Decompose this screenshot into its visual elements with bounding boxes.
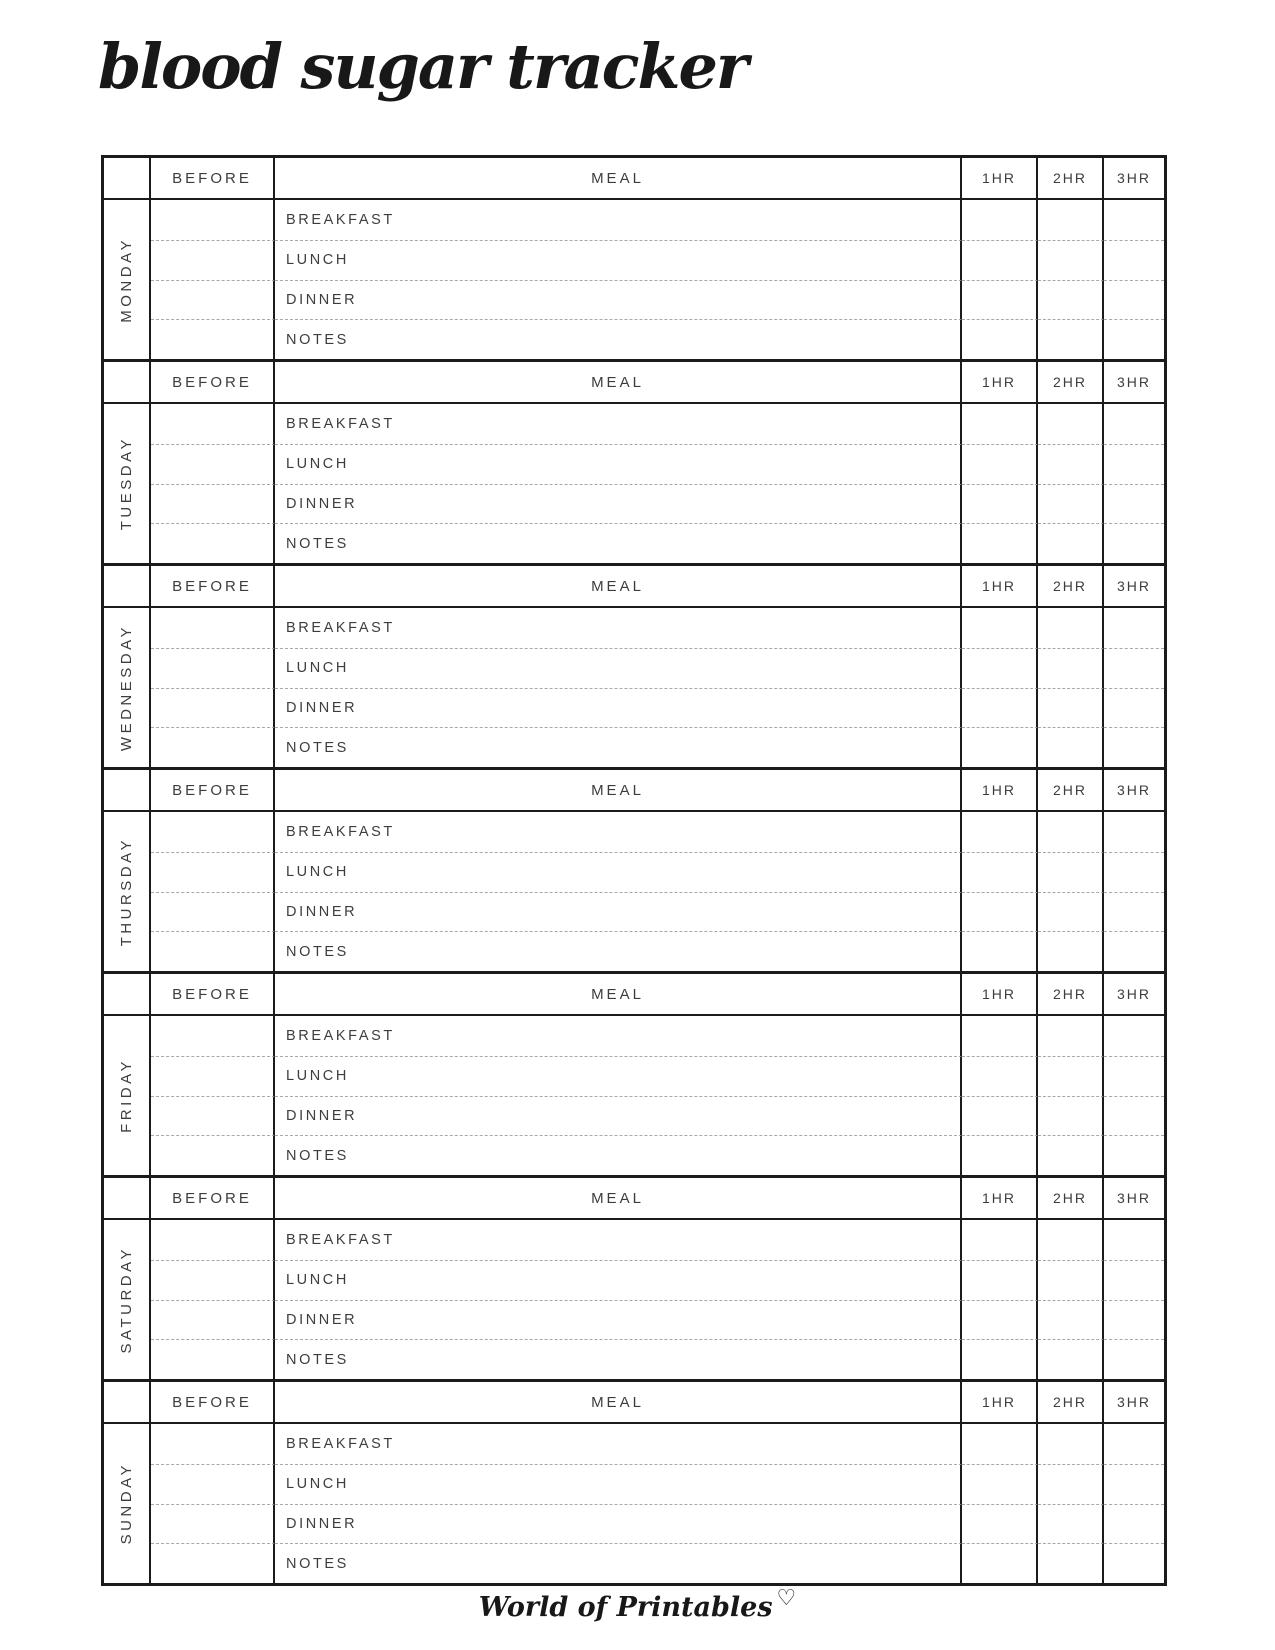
before-lunch-cell	[151, 852, 275, 892]
day-section	[104, 770, 1164, 974]
meal-row-label: NOTES	[275, 727, 962, 767]
hr3-lunch-cell	[1104, 852, 1164, 892]
page-title: blood sugar tracker	[98, 30, 747, 103]
hr1-notes-cell	[962, 1339, 1038, 1379]
hr2-notes-cell	[1038, 1135, 1104, 1175]
hr3-column-header: 3HR	[1104, 362, 1164, 404]
hr1-notes-cell	[962, 1543, 1038, 1583]
hr2-column-header: 2HR	[1038, 158, 1104, 200]
hr3-dinner-cell	[1104, 280, 1164, 320]
hr3-breakfast-cell	[1104, 1220, 1164, 1260]
hr3-breakfast-cell	[1104, 1424, 1164, 1464]
before-column-header: BEFORE	[151, 1178, 275, 1220]
hr3-dinner-cell	[1104, 484, 1164, 524]
hr1-breakfast-cell	[962, 1220, 1038, 1260]
hr1-notes-cell	[962, 1135, 1038, 1175]
hr3-column-header: 3HR	[1104, 566, 1164, 608]
meal-row-label: LUNCH	[275, 852, 962, 892]
hr1-lunch-cell	[962, 1056, 1038, 1096]
heart-icon: ♡	[776, 1585, 797, 1611]
before-column-header: BEFORE	[151, 362, 275, 404]
hr1-breakfast-cell	[962, 1016, 1038, 1056]
hr1-notes-cell	[962, 931, 1038, 971]
hr3-dinner-cell	[1104, 1504, 1164, 1544]
hr1-dinner-cell	[962, 688, 1038, 728]
meal-row-label: NOTES	[275, 523, 962, 563]
meal-row-label: DINNER	[275, 1504, 962, 1544]
hr1-column-header: 1HR	[962, 770, 1038, 812]
hr2-lunch-cell	[1038, 852, 1104, 892]
meal-row-label: DINNER	[275, 688, 962, 728]
before-breakfast-cell	[151, 200, 275, 240]
day-label: FRIDAY	[118, 1058, 135, 1133]
hr3-column-header: 3HR	[1104, 158, 1164, 200]
before-notes-cell	[151, 1135, 275, 1175]
hr2-lunch-cell	[1038, 1056, 1104, 1096]
before-breakfast-cell	[151, 404, 275, 444]
hr2-notes-cell	[1038, 1339, 1104, 1379]
day-header-corner-cell	[104, 974, 151, 1016]
day-section	[104, 158, 1164, 362]
before-breakfast-cell	[151, 1016, 275, 1056]
meal-row-label: LUNCH	[275, 444, 962, 484]
meal-row-label: BREAKFAST	[275, 812, 962, 852]
hr2-breakfast-cell	[1038, 608, 1104, 648]
day-header-corner-cell	[104, 1382, 151, 1424]
hr2-notes-cell	[1038, 319, 1104, 359]
blood-sugar-table	[101, 155, 1167, 1586]
before-lunch-cell	[151, 1260, 275, 1300]
day-section	[104, 1178, 1164, 1382]
hr2-column-header: 2HR	[1038, 770, 1104, 812]
hr2-dinner-cell	[1038, 688, 1104, 728]
day-label: MONDAY	[118, 236, 135, 323]
hr2-dinner-cell	[1038, 1096, 1104, 1136]
before-dinner-cell	[151, 1504, 275, 1544]
brand-footer	[0, 1585, 1275, 1623]
hr2-notes-cell	[1038, 931, 1104, 971]
meal-column-header: MEAL	[275, 362, 962, 404]
before-breakfast-cell	[151, 1220, 275, 1260]
day-section	[104, 362, 1164, 566]
before-lunch-cell	[151, 240, 275, 280]
hr1-notes-cell	[962, 727, 1038, 767]
day-header-corner-cell	[104, 158, 151, 200]
hr2-dinner-cell	[1038, 892, 1104, 932]
hr3-lunch-cell	[1104, 648, 1164, 688]
hr3-column-header: 3HR	[1104, 1178, 1164, 1220]
hr2-dinner-cell	[1038, 1300, 1104, 1340]
hr1-notes-cell	[962, 319, 1038, 359]
hr3-breakfast-cell	[1104, 1016, 1164, 1056]
hr1-column-header: 1HR	[962, 158, 1038, 200]
hr1-breakfast-cell	[962, 812, 1038, 852]
hr2-dinner-cell	[1038, 1504, 1104, 1544]
hr2-lunch-cell	[1038, 648, 1104, 688]
hr3-dinner-cell	[1104, 892, 1164, 932]
hr1-column-header: 1HR	[962, 1178, 1038, 1220]
hr3-column-header: 3HR	[1104, 974, 1164, 1016]
hr1-column-header: 1HR	[962, 1382, 1038, 1424]
hr2-notes-cell	[1038, 727, 1104, 767]
before-lunch-cell	[151, 444, 275, 484]
hr2-breakfast-cell	[1038, 812, 1104, 852]
hr2-notes-cell	[1038, 1543, 1104, 1583]
hr1-breakfast-cell	[962, 1424, 1038, 1464]
hr3-notes-cell	[1104, 523, 1164, 563]
before-lunch-cell	[151, 1056, 275, 1096]
before-dinner-cell	[151, 892, 275, 932]
hr3-dinner-cell	[1104, 688, 1164, 728]
meal-row-label: LUNCH	[275, 648, 962, 688]
hr2-breakfast-cell	[1038, 200, 1104, 240]
hr1-dinner-cell	[962, 484, 1038, 524]
day-header-corner-cell	[104, 362, 151, 404]
hr2-lunch-cell	[1038, 1260, 1104, 1300]
day-section	[104, 974, 1164, 1178]
meal-row-label: DINNER	[275, 484, 962, 524]
meal-row-label: NOTES	[275, 1135, 962, 1175]
before-column-header: BEFORE	[151, 566, 275, 608]
day-section	[104, 1382, 1164, 1583]
hr1-lunch-cell	[962, 444, 1038, 484]
meal-row-label: DINNER	[275, 892, 962, 932]
meal-row-label: BREAKFAST	[275, 1220, 962, 1260]
hr3-lunch-cell	[1104, 1056, 1164, 1096]
hr2-lunch-cell	[1038, 444, 1104, 484]
before-breakfast-cell	[151, 608, 275, 648]
hr1-lunch-cell	[962, 1260, 1038, 1300]
day-label: SATURDAY	[118, 1245, 135, 1354]
hr3-lunch-cell	[1104, 1464, 1164, 1504]
hr3-column-header: 3HR	[1104, 770, 1164, 812]
meal-row-label: BREAKFAST	[275, 200, 962, 240]
hr3-lunch-cell	[1104, 444, 1164, 484]
meal-column-header: MEAL	[275, 158, 962, 200]
meal-column-header: MEAL	[275, 566, 962, 608]
hr3-breakfast-cell	[1104, 200, 1164, 240]
hr1-breakfast-cell	[962, 404, 1038, 444]
hr2-breakfast-cell	[1038, 1016, 1104, 1056]
meal-row-label: LUNCH	[275, 1056, 962, 1096]
hr1-lunch-cell	[962, 852, 1038, 892]
hr1-dinner-cell	[962, 892, 1038, 932]
hr2-breakfast-cell	[1038, 1424, 1104, 1464]
meal-row-label: BREAKFAST	[275, 1424, 962, 1464]
day-name-cell	[104, 812, 151, 971]
day-header-corner-cell	[104, 770, 151, 812]
hr1-breakfast-cell	[962, 608, 1038, 648]
hr1-column-header: 1HR	[962, 362, 1038, 404]
meal-row-label: BREAKFAST	[275, 404, 962, 444]
hr2-breakfast-cell	[1038, 404, 1104, 444]
day-name-cell	[104, 1016, 151, 1175]
before-notes-cell	[151, 1339, 275, 1379]
hr1-lunch-cell	[962, 1464, 1038, 1504]
before-notes-cell	[151, 931, 275, 971]
meal-row-label: DINNER	[275, 1300, 962, 1340]
day-label: THURSDAY	[118, 836, 135, 947]
hr2-column-header: 2HR	[1038, 974, 1104, 1016]
day-label: SUNDAY	[118, 1462, 135, 1545]
hr2-lunch-cell	[1038, 1464, 1104, 1504]
meal-row-label: NOTES	[275, 1543, 962, 1583]
meal-row-label: BREAKFAST	[275, 608, 962, 648]
before-breakfast-cell	[151, 812, 275, 852]
meal-column-header: MEAL	[275, 1382, 962, 1424]
hr2-breakfast-cell	[1038, 1220, 1104, 1260]
hr2-dinner-cell	[1038, 280, 1104, 320]
before-dinner-cell	[151, 1096, 275, 1136]
before-column-header: BEFORE	[151, 974, 275, 1016]
hr2-column-header: 2HR	[1038, 1382, 1104, 1424]
before-notes-cell	[151, 1543, 275, 1583]
meal-row-label: NOTES	[275, 931, 962, 971]
hr3-dinner-cell	[1104, 1096, 1164, 1136]
before-column-header: BEFORE	[151, 158, 275, 200]
hr3-notes-cell	[1104, 1339, 1164, 1379]
meal-column-header: MEAL	[275, 770, 962, 812]
day-label: WEDNESDAY	[118, 623, 135, 752]
hr1-lunch-cell	[962, 648, 1038, 688]
meal-row-label: DINNER	[275, 280, 962, 320]
day-section	[104, 566, 1164, 770]
before-breakfast-cell	[151, 1424, 275, 1464]
hr2-column-header: 2HR	[1038, 1178, 1104, 1220]
hr2-notes-cell	[1038, 523, 1104, 563]
hr1-dinner-cell	[962, 1300, 1038, 1340]
before-dinner-cell	[151, 1300, 275, 1340]
before-column-header: BEFORE	[151, 1382, 275, 1424]
hr3-column-header: 3HR	[1104, 1382, 1164, 1424]
before-dinner-cell	[151, 484, 275, 524]
meal-column-header: MEAL	[275, 1178, 962, 1220]
brand-name: World of Printables	[478, 1592, 773, 1623]
meal-row-label: NOTES	[275, 319, 962, 359]
day-name-cell	[104, 200, 151, 359]
before-lunch-cell	[151, 1464, 275, 1504]
hr2-lunch-cell	[1038, 240, 1104, 280]
day-name-cell	[104, 608, 151, 767]
hr3-breakfast-cell	[1104, 404, 1164, 444]
hr3-notes-cell	[1104, 319, 1164, 359]
hr3-notes-cell	[1104, 931, 1164, 971]
hr1-column-header: 1HR	[962, 974, 1038, 1016]
hr1-lunch-cell	[962, 240, 1038, 280]
before-notes-cell	[151, 319, 275, 359]
meal-row-label: LUNCH	[275, 240, 962, 280]
hr3-dinner-cell	[1104, 1300, 1164, 1340]
day-header-corner-cell	[104, 1178, 151, 1220]
hr3-breakfast-cell	[1104, 812, 1164, 852]
hr2-column-header: 2HR	[1038, 566, 1104, 608]
hr1-dinner-cell	[962, 280, 1038, 320]
hr3-breakfast-cell	[1104, 608, 1164, 648]
before-dinner-cell	[151, 688, 275, 728]
hr2-dinner-cell	[1038, 484, 1104, 524]
hr1-dinner-cell	[962, 1096, 1038, 1136]
hr3-lunch-cell	[1104, 1260, 1164, 1300]
hr1-column-header: 1HR	[962, 566, 1038, 608]
hr1-dinner-cell	[962, 1504, 1038, 1544]
day-name-cell	[104, 1220, 151, 1379]
before-notes-cell	[151, 727, 275, 767]
meal-column-header: MEAL	[275, 974, 962, 1016]
hr3-lunch-cell	[1104, 240, 1164, 280]
meal-row-label: LUNCH	[275, 1464, 962, 1504]
before-notes-cell	[151, 523, 275, 563]
hr1-breakfast-cell	[962, 200, 1038, 240]
meal-row-label: LUNCH	[275, 1260, 962, 1300]
meal-row-label: DINNER	[275, 1096, 962, 1136]
day-name-cell	[104, 404, 151, 563]
before-lunch-cell	[151, 648, 275, 688]
before-column-header: BEFORE	[151, 770, 275, 812]
day-name-cell	[104, 1424, 151, 1583]
hr3-notes-cell	[1104, 727, 1164, 767]
before-dinner-cell	[151, 280, 275, 320]
hr2-column-header: 2HR	[1038, 362, 1104, 404]
meal-row-label: BREAKFAST	[275, 1016, 962, 1056]
hr3-notes-cell	[1104, 1543, 1164, 1583]
hr1-notes-cell	[962, 523, 1038, 563]
hr3-notes-cell	[1104, 1135, 1164, 1175]
day-label: TUESDAY	[118, 436, 135, 531]
meal-row-label: NOTES	[275, 1339, 962, 1379]
day-header-corner-cell	[104, 566, 151, 608]
